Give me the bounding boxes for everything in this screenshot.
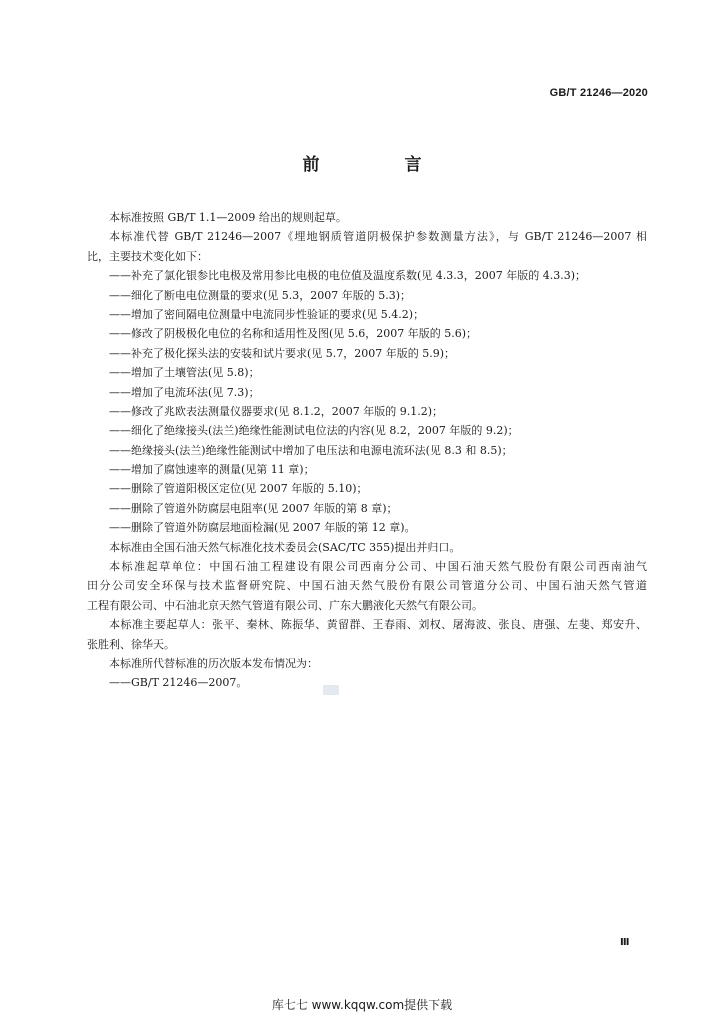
list-item: ——增加了密间隔电位测量中电流同步性验证的要求(见 5.4.2)；	[109, 307, 425, 321]
list-item: ——绝缘接头(法兰)绝缘性能测试中增加了电压法和电源电流环法(见 8.3 和 8.5)；	[109, 443, 513, 457]
list-item: ——细化了断电电位测量的要求(见 5.3，2007 年版的 5.3)；	[109, 288, 412, 302]
text-line: 本标准起草单位：中国石油工程建设有限公司西南分公司、中国石油天然气股份有限公司西南油气	[109, 560, 647, 574]
download-footer: 库七七 www.kqqw.com提供下载	[271, 998, 453, 1012]
list-item: ——删除了管道外防腐层电阻率(见 2007 年版的第 8 章)；	[109, 501, 398, 515]
text-line: 本标准代替 GB/T 21246—2007《埋地钢质管道阴极保护参数测量方法》，与 GB/T 21246—2007 相	[109, 230, 647, 244]
list-item: ——补充了极化探头法的安装和试片要求(见 5.7，2007 年版的 5.9)；	[109, 346, 456, 360]
list-item: ——GB/T 21246—2007。	[109, 676, 248, 690]
text-line: 田分公司安全环保与技术监督研究院、中国石油天然气股份有限公司管道分公司、中国石油天然气管道	[87, 579, 647, 593]
list-item: ——增加了电流环法(见 7.3)；	[109, 385, 260, 399]
list-item: ——增加了土壤管法(见 5.8)；	[109, 366, 260, 380]
text-line: 比，主要技术变化如下：	[87, 249, 208, 263]
text-line: 工程有限公司、中石油北京天然气管道有限公司、广东大鹏液化天然气有限公司。	[87, 598, 483, 612]
list-item: ——删除了管道阳极区定位(见 2007 年版的 5.10)；	[109, 482, 368, 496]
text-line: 本标准按照 GB/T 1.1—2009 给出的规则起草。	[109, 211, 347, 224]
watermark-stamp	[323, 685, 339, 695]
list-item: ——修改了阴极极化电位的名称和适用性及图(见 5.6，2007 年版的 5.6)；	[109, 327, 478, 341]
standard-number: GB/T 21246—2020	[549, 87, 648, 99]
text-line: 张胜利、徐华天。	[87, 637, 175, 651]
list-item: ——删除了管道外防腐层地面检漏(见 2007 年版的第 12 章)。	[109, 521, 416, 535]
list-item: ——补充了氯化银参比电极及常用参比电极的电位值及温度系数(见 4.3.3，2007 年版的 4.3.3)；	[109, 269, 587, 283]
list-item: ——增加了腐蚀速率的测量(见第 11 章)；	[109, 463, 315, 477]
list-item: ——修改了兆欧表法测量仪器要求(见 8.1.2，2007 年版的 9.1.2)；	[109, 404, 444, 418]
text-line: 本标准主要起草人：张平、秦林、陈振华、黄留群、王春雨、刘权、屠海波、张良、唐强、左斐、郑安升、	[109, 618, 647, 632]
page-number: Ⅲ	[620, 937, 630, 948]
page-title: 前 言	[302, 155, 456, 175]
foreword-body	[87, 208, 647, 693]
list-item: ——细化了绝缘接头(法兰)绝缘性能测试电位法的内容(见 8.2，2007 年版的 9.2)；	[109, 424, 519, 438]
text-line: 本标准由全国石油天然气标准化技术委员会(SAC/TC 355)提出并归口。	[109, 540, 461, 554]
text-line: 本标准所代替标准的历次版本发布情况为：	[109, 656, 318, 670]
